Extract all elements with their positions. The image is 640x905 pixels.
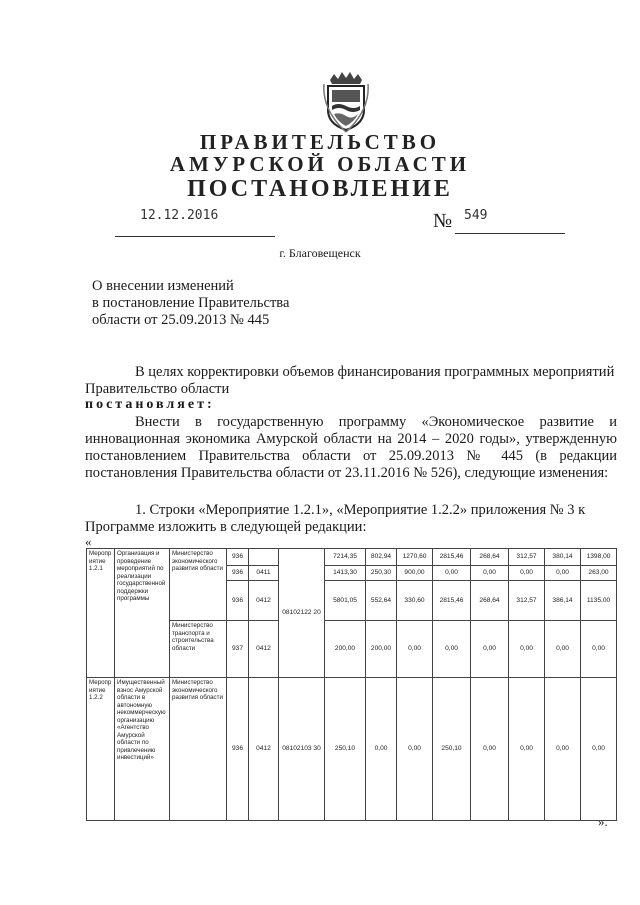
paragraph-item-1: 1. Строки «Мероприятие 1.2.1», «Мероприятие 1.2.2» приложения № 3 к Программе изложить в следующей редакции: [85,502,586,535]
budget-code: 08102103 30 [279,678,325,821]
measure-description: Имущественный взнос Амурской области в автономную некоммерческую организацию «Агентство Амурской области по привлечению инвестиций» [115,678,170,821]
coat-of-arms-icon [318,70,374,134]
table-row: 936 0412 5801,05 552,64 330,60 2815,46 268,64 312,57 386,14 1135,00 [87,581,617,621]
measure-description: Организация и проведение мероприятий по реализации государственной поддержки программы [115,549,170,678]
city: г. Благовещенск [279,246,361,260]
document-number: 549 [464,208,488,223]
table-row: Мероприятие 1.2.2 Имущественный взнос Амурской области в автономную некоммерческую организацию «Агентство Амурской области по привлечению инвестиций» Министерство экономического развития области 936 0412 08102103 30 250,10 0,00 0,00 250,10 0,00 0,00 0,00 0,00 [87,678,617,821]
subject-line: в постановление Правительства [92,295,290,311]
table-row: 936 0411 1413,30 250,30 900,00 0,00 0,00 0,00 0,00 263,00 [87,566,617,581]
funding-table [86,548,617,821]
executor: Министерство экономического развития области [170,549,227,621]
document-date: 12.12.2016 [140,208,219,223]
decree-word: постановляет: [85,397,215,412]
close-quote: ». [598,814,608,829]
preamble-paragraph: В целях корректировки объемов финансирования программных мероприятий Правительство области [85,364,615,397]
executor: Министерство транспорта и строительства области [170,621,227,678]
document-type: ПОСТАНОВЛЕНИЕ [187,176,453,202]
date-underline [115,236,275,237]
number-underline [455,233,565,234]
measure-name: Мероприятие 1.2.2 [87,678,115,821]
document-subject [92,278,289,329]
org-name-line1: ПРАВИТЕЛЬСТВО [199,130,441,154]
paragraph-amendment: Внести в государственную программу «Экономическое развитие и инновационная экономика Амурской области на 2014 – 2020 годы», утвержденную постановлением Правительства области от 25.09.2013 № 445 (в редакции постановления Правительства области от 23.11.2016 № 526), следующие изменения: [85,414,617,481]
table-row: Министерство транспорта и строительства области 937 0412 200,00 200,00 0,00 0,00 0,00 0,00 0,00 0,00 [87,621,617,678]
budget-code: 08102122 20 [279,549,325,678]
table-row: Мероприятие 1.2.1 Организация и проведение мероприятий по реализации государственной поддержки программы Министерство экономического развития области 936 08102122 20 7214,35 802,94 1270,60 2815,46 268,64 312,57 380,14 1398,00 [87,549,617,566]
org-name-line2: АМУРСКОЙ ОБЛАСТИ [169,152,471,176]
measure-name: Мероприятие 1.2.1 [87,549,115,678]
executor: Министерство экономического развития области [170,678,227,821]
subject-line: О внесении изменений [92,278,234,294]
subject-line: области от 25.09.2013 № 445 [92,312,270,328]
number-sign: № [433,210,453,232]
open-quote: « [85,534,92,549]
